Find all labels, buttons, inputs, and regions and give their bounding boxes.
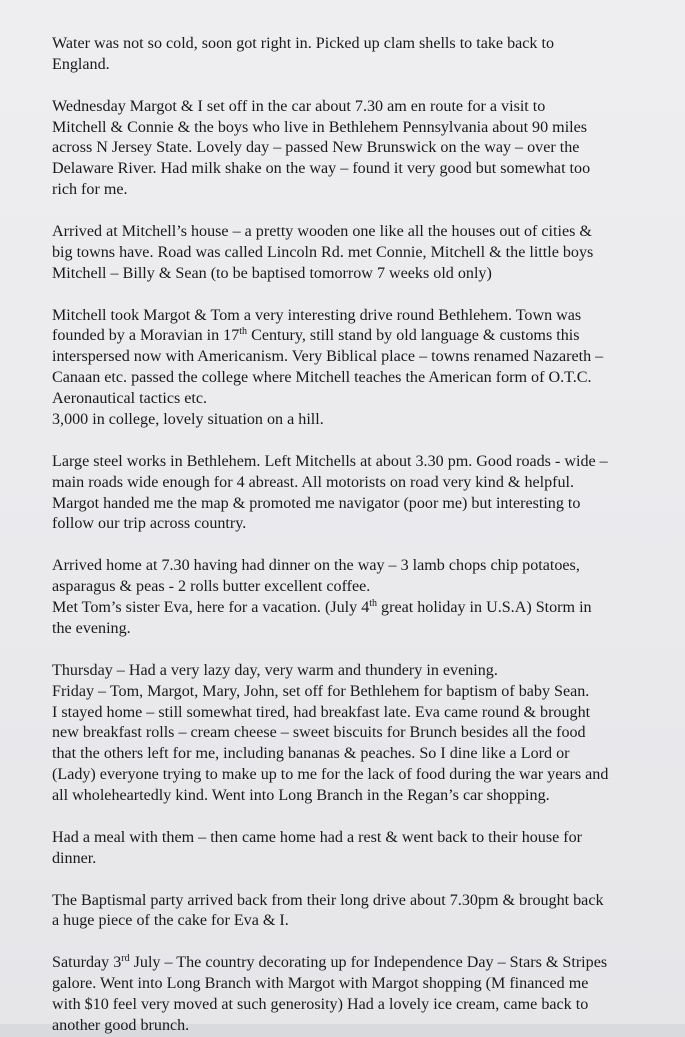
text-line: Delaware River. Had milk shake on the way – found it very good but somewhat too <box>52 160 591 178</box>
text-line: Saturday 3rd July – The country decorating up for Independence Day – Stars & Stripes <box>52 953 608 972</box>
text-line: dinner. <box>52 849 97 867</box>
text-line: England. <box>52 55 110 73</box>
text-line: main roads wide enough for 4 abreast. All motorists on road very kind & helpful. <box>52 473 575 491</box>
text-line: Water was not so cold, soon got right in. Picked up clam shells to take back to <box>52 35 554 52</box>
text-line: The Baptismal party arrived back from their long drive about 7.30pm & brought back <box>52 891 604 909</box>
text-line: big towns have. Road was called Lincoln Rd. met Connie, Mitchell & the little boys <box>52 243 594 261</box>
text-line: Margot handed me the map & promoted me navigator (poor me) but interesting to <box>52 494 581 512</box>
text-line: Arrived home at 7.30 having had dinner on the way – 3 lamb chops chip potatoes, <box>52 557 580 575</box>
ordinal-superscript: rd <box>121 953 130 965</box>
text-line: (Lady) everyone trying to make up to me for the lack of food during the war years and <box>52 766 609 784</box>
paragraph <box>52 891 682 933</box>
paragraph-gap <box>52 76 682 97</box>
paragraph <box>52 661 682 807</box>
paragraph-gap <box>52 201 682 222</box>
paragraph <box>52 556 682 640</box>
paragraph <box>52 34 682 76</box>
text-line: Aeronautical tactics etc. <box>52 390 208 408</box>
paragraph-gap <box>52 807 682 828</box>
text-line: all wholeheartedly kind. Went into Long Branch in the Regan’s car shopping. <box>52 787 550 805</box>
text-line: another good brunch. <box>52 1016 190 1034</box>
text-line: a huge piece of the cake for Eva & I. <box>52 912 289 930</box>
paragraph <box>52 222 682 285</box>
paragraph <box>52 452 682 536</box>
text-line: new breakfast rolls – cream cheese – sweet biscuits for Brunch besides all the food <box>52 724 586 742</box>
document-body <box>52 34 682 1037</box>
text-line: Canaan etc. passed the college where Mitchell teaches the American form of O.T.C. <box>52 369 592 387</box>
ordinal-superscript: th <box>369 598 378 610</box>
paragraph-gap <box>52 932 682 953</box>
text-line: Mitchell & Connie & the boys who live in Bethlehem Pennsylvania about 90 miles <box>52 118 588 136</box>
text-line: follow our trip across country. <box>52 515 247 533</box>
paragraph-gap <box>52 640 682 661</box>
text-line: Had a meal with them – then came home had a rest & went back to their house for <box>52 828 583 846</box>
paragraph-gap <box>52 431 682 452</box>
text-line: I stayed home – still somewhat tired, had breakfast late. Eva came round & brought <box>52 703 591 721</box>
text-line: Arrived at Mitchell’s house – a pretty wooden one like all the houses out of cities & <box>52 223 592 241</box>
paragraph <box>52 828 682 870</box>
paragraph-gap <box>52 870 682 891</box>
text-line: that the others left for me, including bananas & peaches. So I dine like a Lord or <box>52 745 570 763</box>
paragraph-gap <box>52 535 682 556</box>
paragraph <box>52 97 682 201</box>
text-line: Large steel works in Bethlehem. Left Mitchells at about 3.30 pm. Good roads - wide – <box>52 452 608 470</box>
ordinal-superscript: th <box>239 326 248 338</box>
text-line: across N Jersey State. Lovely day – passed New Brunswick on the way – over the <box>52 139 580 157</box>
text-line: Wednesday Margot & I set off in the car about 7.30 am en route for a visit to <box>52 97 546 115</box>
text-line: the evening. <box>52 619 131 637</box>
paragraph <box>52 953 682 1037</box>
paragraph <box>52 306 682 431</box>
text-line: Friday – Tom, Margot, Mary, John, set off for Bethlehem for baptism of baby Sean. <box>52 682 590 700</box>
text-line: founded by a Moravian in 17th Century, still stand by old language & customs this <box>52 326 580 345</box>
text-line: with $10 feel very moved at such generosity) Had a lovely ice cream, came back to <box>52 995 589 1013</box>
text-line: galore. Went into Long Branch with Margot with Margot shopping (M financed me <box>52 975 589 993</box>
text-line: interspersed now with Americanism. Very Biblical place – towns renamed Nazareth – <box>52 348 604 366</box>
text-line: 3,000 in college, lovely situation on a hill. <box>52 411 324 429</box>
text-line: rich for me. <box>52 181 128 199</box>
text-line: Mitchell took Margot & Tom a very interesting drive round Bethlehem. Town was <box>52 306 582 324</box>
text-line: Met Tom’s sister Eva, here for a vacation. (July 4th great holiday in U.S.A) Storm in <box>52 598 592 617</box>
text-line: asparagus & peas - 2 rolls butter excellent coffee. <box>52 578 371 596</box>
paragraph-gap <box>52 285 682 306</box>
text-line: Thursday – Had a very lazy day, very warm and thundery in evening. <box>52 661 498 679</box>
text-line: Mitchell – Billy & Sean (to be baptised tomorrow 7 weeks old only) <box>52 264 492 282</box>
